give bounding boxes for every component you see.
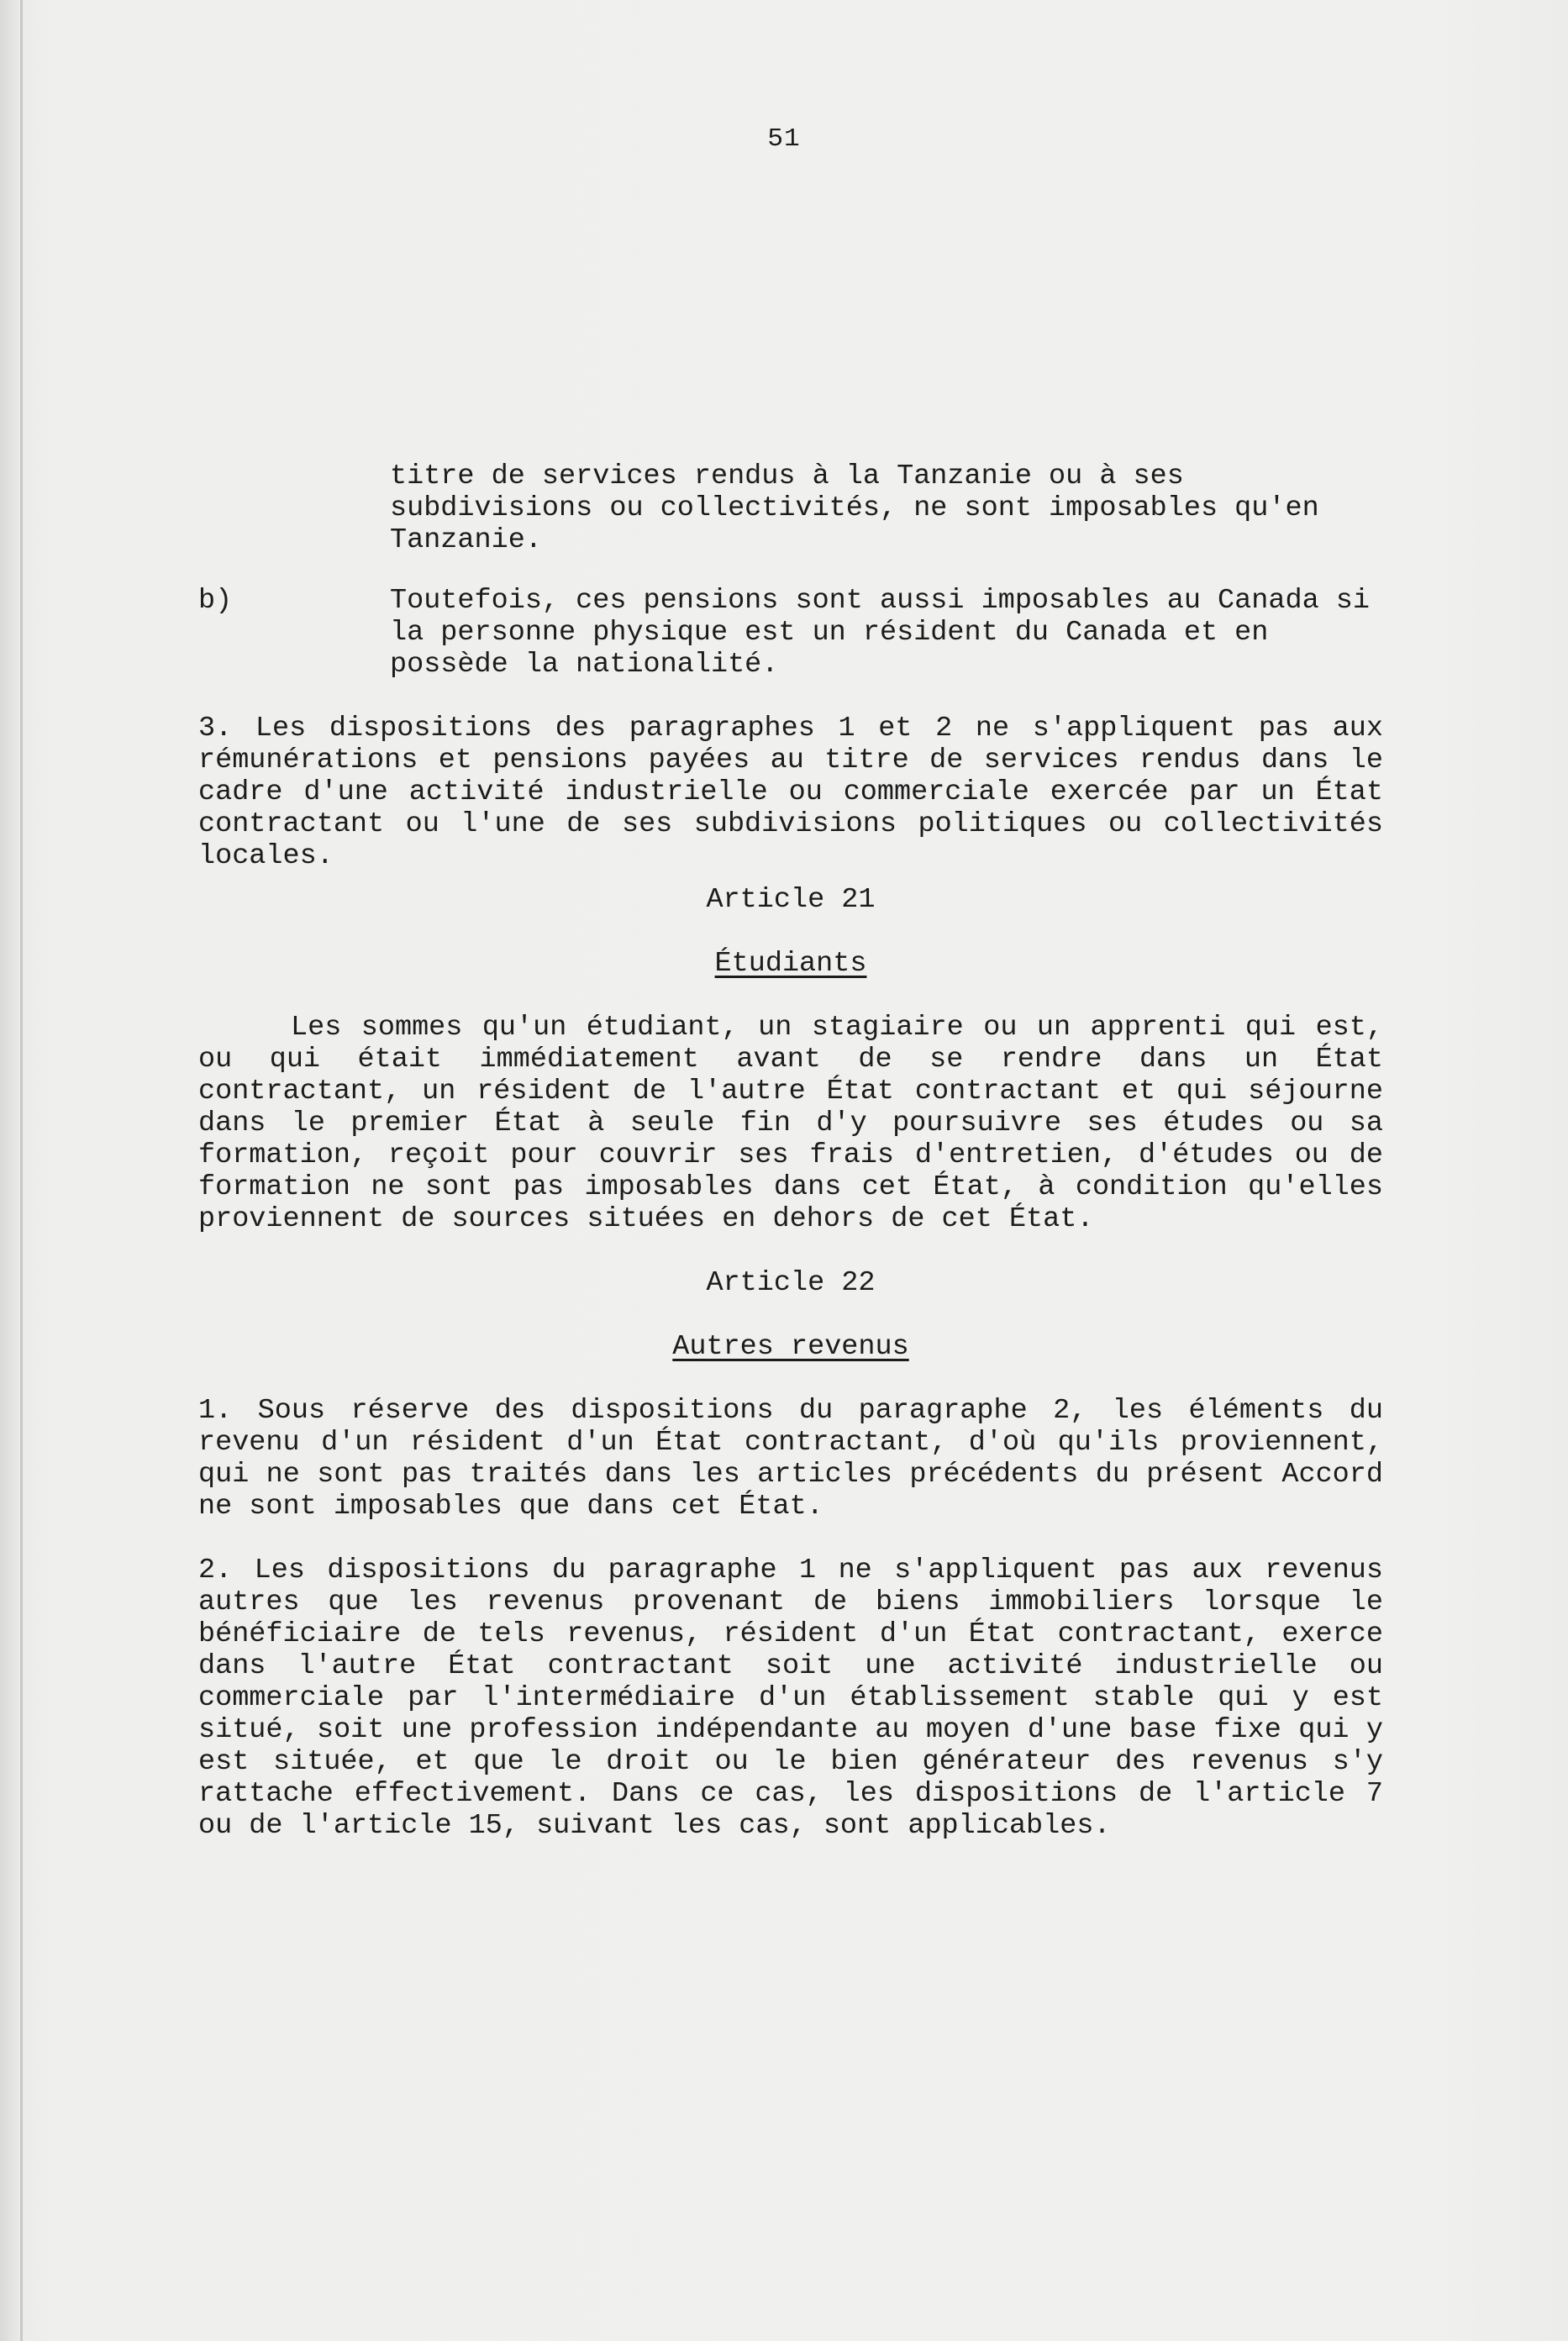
sub-item-b [198,585,1383,681]
document-body [198,460,1383,1842]
article-22-title: Autres revenus [672,1331,909,1363]
article-21-title: Étudiants [714,948,867,980]
article-22-heading: Article 22 [706,1267,876,1299]
article-21-heading: Article 21 [706,884,876,916]
paragraph-3: 3. Les dispositions des paragraphes 1 et 2 ne s'appliquent pas aux rémunérations et pensions payées au titre de services rendus dans le cadre d'une activité industrielle ou commerciale exercée par un État contractant ou l'une de ses subdivisions politiques ou collectivités locales. [198,713,1383,872]
sub-item-text: Toutefois, ces pensions sont aussi imposables au Canada si la personne physique est un résident du Canada et en possède la nationalité. [390,585,1370,681]
page-number: 51 [767,124,801,154]
article-22-paragraph-2: 2. Les dispositions du paragraphe 1 ne s'appliquent pas aux revenus autres que les revenus provenant de biens immobiliers lorsque le bénéficiaire de tels revenus, résident d'un État contractant, exerce dans l'autre État contractant soit une activité industrielle ou commerciale par l'intermédiaire d'un établissement stable qui y est situé, soit une profession indépendante au moyen d'une base fixe qui y est située, et que le droit ou le bien générateur des revenus s'y rattache effectivement. Dans ce cas, les dispositions de l'article 7 ou de l'article 15, suivant les cas, sont applicables. [198,1555,1383,1842]
article-21-text: Les sommes qu'un étudiant, un stagiaire ou un apprenti qui est, ou qui était immédiatement avant de se rendre dans un État contractant, un résident de l'autre État contractant et qui séjourne dans le premier État à seule fin d'y poursuivre ses études ou sa formation, reçoit pour couvrir ses frais d'entretien, d'études ou de formation ne sont pas imposables dans cet État, à condition qu'elles proviennent de sources situées en dehors de cet État. [198,1012,1383,1235]
continuation-paragraph: titre de services rendus à la Tanzanie ou à ses subdivisions ou collectivités, ne sont imposables qu'en Tanzanie. [390,460,1319,556]
sub-item-label: b) [198,585,233,617]
binding-edge [20,0,23,2341]
article-22-paragraph-1: 1. Sous réserve des dispositions du paragraphe 2, les éléments du revenu d'un résident d'un État contractant, d'où qu'ils proviennent, qui ne sont pas traités dans les articles précédents du présent Accord ne sont imposables que dans cet État. [198,1395,1383,1523]
